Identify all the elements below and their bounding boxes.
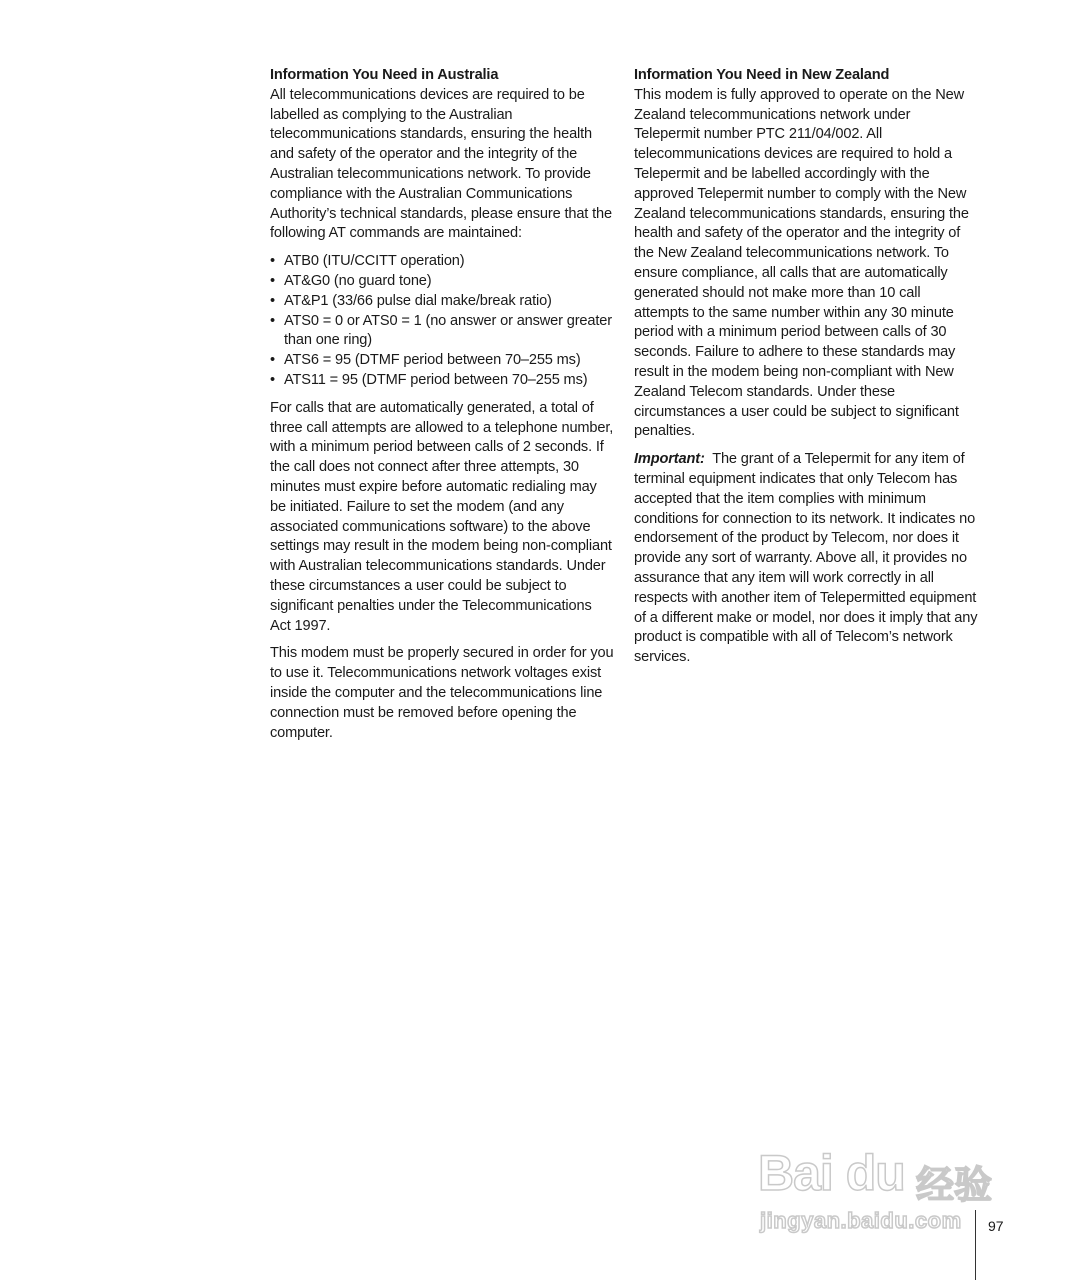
list-item: • ATB0 (ITU/CCITT operation)	[270, 252, 615, 272]
at-commands-list	[270, 252, 615, 391]
new-zealand-heading: Information You Need in New Zealand	[634, 67, 890, 83]
page-number: 97	[988, 1218, 1004, 1234]
watermark-brand: Bai du	[758, 1145, 905, 1201]
baidu-watermark	[758, 1120, 1003, 1240]
list-item: • ATS6 = 95 (DTMF period between 70–255 ms)	[270, 351, 615, 371]
list-item: • ATS11 = 95 (DTMF period between 70–255 ms)	[270, 371, 615, 391]
australia-call-attempts-paragraph: For calls that are automatically generated, a total of three call attempts are allowed to a telephone number, with a minimum period between calls of 2 seconds. If the call does not connect after three attempts, 30 minutes must expire before automatic redialing may be initiated. Failure to set the modem (and any associated communications software) to the above settings may result in the modem being non-compliant with Australian telecommunications standards. Under these circumstances a user could be subject to significant penalties under the Telecommunications Act 1997.	[270, 399, 614, 634]
important-label: Important:	[634, 451, 705, 468]
list-item: • ATS0 = 0 or ATS0 = 1 (no answer or answer greater than one ring)	[270, 312, 615, 352]
list-item: • AT&G0 (no guard tone)	[270, 272, 615, 292]
list-item: • AT&P1 (33/66 pulse dial make/break ratio)	[270, 292, 615, 312]
australia-intro: All telecommunications devices are required to be labelled as complying to the Australian telecommunications standards, ensuring the health and safety of the operator and the integrity of the Australian telecommunications network. To provide compliance with the Australian Communications Authority’s technical standards, please ensure that the following AT commands are maintained:	[270, 86, 612, 242]
watermark-chinese: 经验	[916, 1165, 993, 1207]
new-zealand-telepermit-paragraph: This modem is fully approved to operate on the New Zealand telecommunications network under Telepermit number PTC 211/04/002. All telecommunications devices are required to hold a Telepermit and be labelled accordingly with the approved Telepermit number to comply with the New Zealand telecommunications standards, ensuring the health and safety of the operator and the integrity of the New Zealand telecommunications network. To ensure compliance, all calls that are automatically generated should not make more than 10 call attempts to the same number within any 30 minute period with a minimum period between calls of 30 seconds. Failure to adhere to these standards may result in the modem being non-compliant with New Zealand Telecom standards. Under these circumstances a user could be subject to significant penalties.	[634, 86, 969, 440]
important-text: The grant of a Telepermit for any item of terminal equipment indicates that only Telecom has accepted that the item complies with minimum conditions for connection to its network. It indicates no endorsement of the product by Telecom, nor does it provide any sort of warranty. Above all, it provides no assurance that any item will work correctly in all respects with another item of Telepermitted equipment of a different make or model, nor does it imply that any product is compatible with all of Telecom’s network services.	[634, 451, 978, 666]
page-number-rule	[975, 1210, 976, 1280]
australia-security-paragraph: This modem must be properly secured in order for you to use it. Telecommunications network voltages exist inside the computer and the telecommunications line connection must be removed before opening the computer.	[270, 645, 614, 741]
watermark-url: jingyan.baidu.com	[760, 1208, 962, 1233]
new-zealand-important-paragraph	[634, 450, 979, 668]
australia-heading: Information You Need in Australia	[270, 67, 499, 83]
australia-section	[270, 66, 615, 751]
new-zealand-section	[634, 66, 979, 676]
